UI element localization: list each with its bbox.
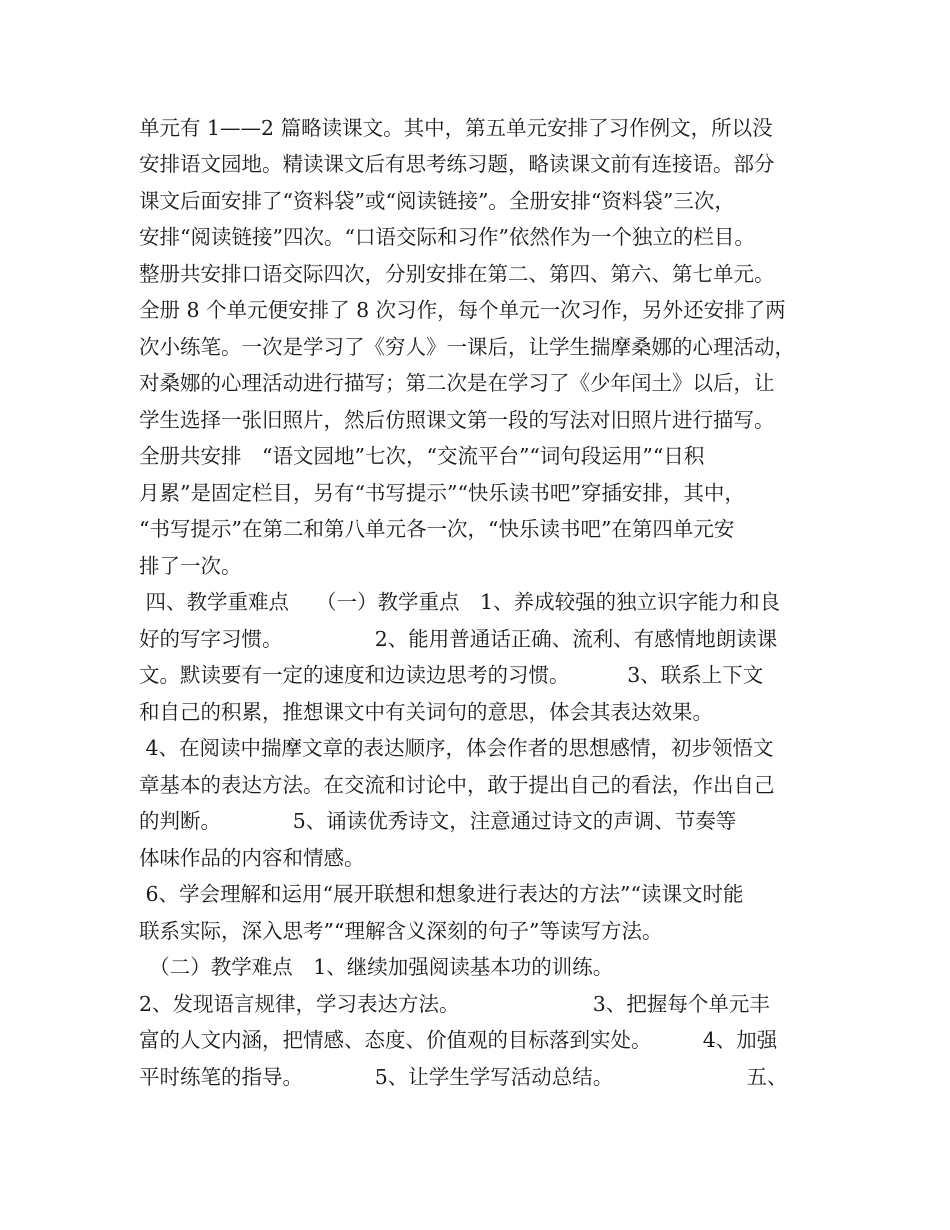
text-line: 课文后面安排了“资料袋”或“阅读链接”。全册安排“资料袋”三次，	[139, 189, 735, 213]
text-line: 富的人文内涵，把情感、态度、价值观的目标落到实处。 4、加强	[139, 1028, 778, 1052]
text-line: 6、学会理解和运用“展开联想和想象进行表达的方法”“读课文时能	[139, 882, 744, 906]
text-line: 对桑娜的心理活动进行描写；第二次是在学习了《少年闰土》以后，让	[139, 371, 775, 395]
text-line: 的判断。 5、诵读优秀诗文，注意通过诗文的声调、节奏等	[139, 809, 737, 833]
text-line: 安排“阅读链接”四次。“口语交际和习作”依然作为一个独立的栏目。	[139, 225, 755, 249]
text-line: “书写提示”在第二和第八单元各一次，“快乐读书吧”在第四单元安	[139, 517, 735, 541]
text-line: 全册共安排 “语文园地”七次，“交流平台”“词句段运用”“日积	[139, 444, 705, 468]
text-line: 平时练笔的指导。 5、让学生学写活动总结。 五、	[139, 1065, 788, 1089]
text-line: 全册 8 个单元便安排了 8 次习作，每个单元一次习作，另外还安排了两	[139, 298, 786, 322]
text-line: 整册共安排口语交际四次，分别安排在第二、第四、第六、第七单元。	[139, 262, 775, 286]
text-line: 安排语文园地。精读课文后有思考练习题，略读课文前有连接语。部分	[139, 152, 775, 176]
section-heading-line: （二）教学难点 1、继续加强阅读基本功的训练。	[139, 955, 614, 979]
text-line: 文。默读要有一定的速度和边读边思考的习惯。 3、联系上下文	[139, 663, 764, 687]
text-line: 联系实际，深入思考”“理解含义深刻的句子”等读写方法。	[139, 919, 663, 943]
text-line: 单元有 1——2 篇略读课文。其中，第五单元安排了习作例文，所以没	[139, 116, 773, 140]
text-line: 学生选择一张旧照片，然后仿照课文第一段的写法对旧照片进行描写。	[139, 408, 775, 432]
text-line: 2、发现语言规律，学习表达方法。 3、把握每个单元丰	[139, 992, 770, 1016]
text-line: 章基本的表达方法。在交流和讨论中，敢于提出自己的看法，作出自己	[139, 773, 775, 797]
text-line: 好的写字习惯。 2、能用普通话正确、流利、有感情地朗读课	[139, 627, 778, 651]
text-line: 和自己的积累，推想课文中有关词句的意思，体会其表达效果。	[139, 700, 713, 724]
text-line: 次小练笔。一次是学习了《穷人》一课后，让学生揣摩桑娜的心理活动，	[139, 335, 795, 359]
text-line: 月累”是固定栏目，另有“书写提示”“快乐读书吧”穿插安排，其中，	[139, 481, 745, 505]
section-heading-line: 四、教学重难点 （一）教学重点 1、养成较强的独立识字能力和良	[139, 590, 781, 614]
text-line: 排了一次。	[139, 554, 242, 578]
text-line: 体味作品的内容和情感。	[139, 846, 365, 870]
text-line: 4、在阅读中揣摩文章的表达顺序，体会作者的思想感情，初步领悟文	[139, 736, 774, 760]
